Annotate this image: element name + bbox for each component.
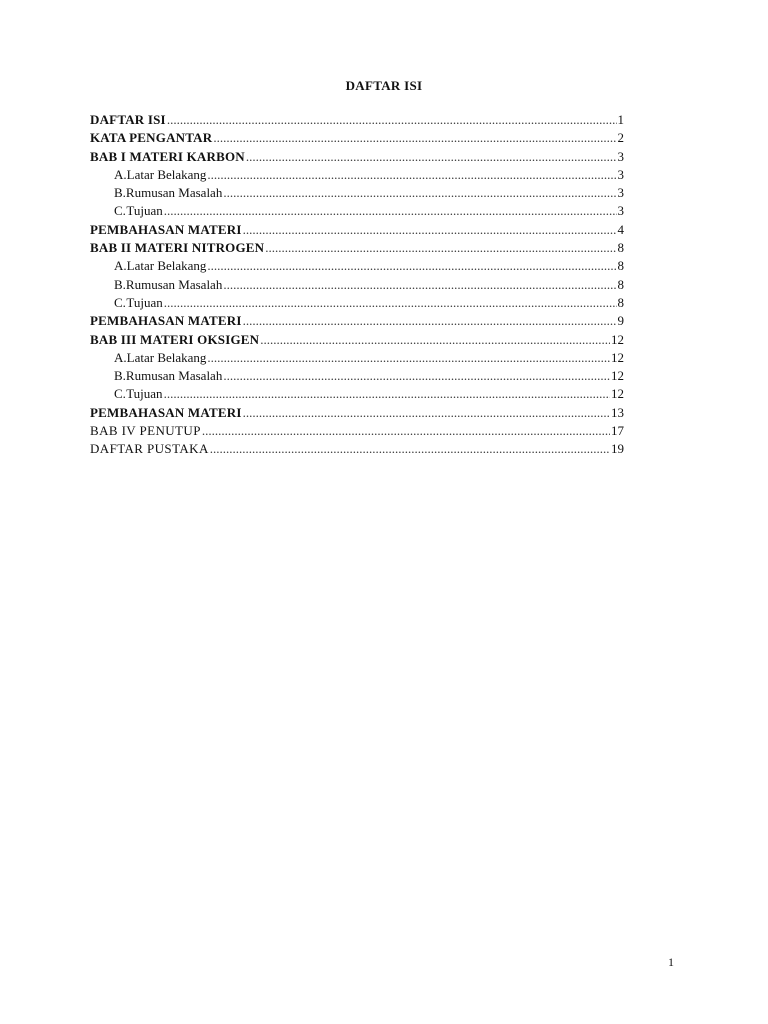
toc-entry-letter: C.: [114, 386, 126, 402]
toc-entry: [90, 367, 624, 385]
toc-entry-label: Rumusan Masalah: [125, 368, 223, 384]
toc-entry-page: 8: [617, 240, 624, 256]
toc-entry-label: BAB I MATERI KARBON: [90, 148, 245, 164]
toc-dot-leader: [163, 385, 610, 403]
toc-dot-leader: [163, 202, 617, 220]
toc-entry-label: DAFTAR PUSTAKA: [90, 441, 209, 457]
toc-entry-label: PEMBAHASAN MATERI: [90, 313, 242, 329]
toc-entry-page: 4: [617, 221, 624, 237]
toc-entry-label: Rumusan Masalah: [125, 276, 223, 292]
toc-entry-letter: B.: [114, 368, 126, 384]
toc-entry-letter: A.: [114, 166, 127, 182]
toc-entry-label: Tujuan: [126, 294, 163, 310]
toc-entry-page: 3: [617, 148, 624, 164]
toc-dot-leader: [264, 239, 616, 257]
toc-entry-label: KATA PENGANTAR: [90, 130, 213, 146]
toc-entry-page: 12: [611, 331, 624, 347]
toc-dot-leader: [242, 312, 617, 330]
toc-entry-page: 19: [611, 441, 624, 457]
toc-entry-label: PEMBAHASAN MATERI: [90, 221, 242, 237]
toc-dot-leader: [212, 129, 616, 147]
toc-entry: [90, 221, 624, 239]
toc-entry-page: 8: [617, 258, 624, 274]
toc-dot-leader: [222, 367, 610, 385]
toc-entry-label: Latar Belakang: [126, 258, 207, 274]
toc-entry-page: 12: [611, 349, 624, 365]
toc-entry-label: Rumusan Masalah: [125, 185, 223, 201]
toc-entry-label: PEMBAHASAN MATERI: [90, 404, 242, 420]
toc-dot-leader: [242, 221, 617, 239]
toc-entry-page: 12: [611, 386, 624, 402]
toc-entry-page: 12: [611, 368, 624, 384]
toc-entry: [90, 148, 624, 166]
toc-entry-label: Latar Belakang: [126, 349, 207, 365]
page-title: DAFTAR ISI: [345, 78, 423, 93]
toc-entry: [90, 422, 624, 440]
toc-entry: [90, 129, 624, 147]
toc-entry: [90, 294, 624, 312]
toc-entry-page: 13: [611, 404, 624, 420]
toc-dot-leader: [166, 111, 617, 129]
toc-dot-leader: [245, 148, 617, 166]
toc-entry-letter: A.: [114, 349, 127, 365]
toc-entry-letter: B.: [114, 276, 126, 292]
page-number: 1: [668, 955, 674, 969]
toc-entry: [90, 385, 624, 403]
toc-entry-page: 1: [617, 112, 624, 127]
toc-entry-label: BAB II MATERI NITROGEN: [90, 240, 265, 256]
toc-entry: [90, 166, 624, 184]
toc-entry-label: BAB III MATERI OKSIGEN: [90, 331, 260, 347]
toc-entry-page: 2: [617, 130, 624, 146]
toc-entry-page: 3: [617, 203, 624, 219]
toc-entry-label: DAFTAR ISI: [90, 112, 166, 127]
toc-entry-letter: B.: [114, 185, 126, 201]
toc-entry-label: Tujuan: [126, 386, 163, 402]
toc-entry: [90, 404, 624, 422]
toc-dot-leader: [222, 184, 616, 202]
toc-entry-page: 8: [617, 294, 624, 310]
toc-entry: [90, 331, 624, 349]
toc-entry-page: 8: [617, 276, 624, 292]
toc-entry-letter: C.: [114, 294, 126, 310]
toc-entry-label: BAB IV PENUTUP: [90, 423, 201, 439]
table-of-contents: [90, 111, 624, 459]
toc-dot-leader: [259, 331, 610, 349]
toc-entry: [90, 312, 624, 330]
toc-entry-label: Tujuan: [126, 203, 163, 219]
toc-entry: [90, 184, 624, 202]
toc-entry: [90, 111, 624, 129]
toc-entry-letter: C.: [114, 203, 126, 219]
toc-dot-leader: [201, 422, 610, 440]
toc-entry: [90, 239, 624, 257]
toc-entry-page: 17: [611, 423, 624, 439]
toc-dot-leader: [206, 349, 610, 367]
toc-dot-leader: [206, 257, 616, 275]
toc-dot-leader: [163, 294, 617, 312]
toc-entry-page: 3: [617, 185, 624, 201]
toc-entry: [90, 276, 624, 294]
toc-entry-page: 3: [617, 166, 624, 182]
toc-entry-page: 9: [617, 313, 624, 329]
toc-entry-letter: A.: [114, 258, 127, 274]
toc-entry: [90, 202, 624, 220]
toc-entry: [90, 257, 624, 275]
toc-entry: [90, 440, 624, 458]
toc-dot-leader: [209, 440, 610, 458]
toc-entry: [90, 349, 624, 367]
toc-dot-leader: [206, 166, 616, 184]
toc-dot-leader: [242, 404, 610, 422]
toc-entry-label: Latar Belakang: [126, 166, 207, 182]
toc-dot-leader: [222, 276, 616, 294]
